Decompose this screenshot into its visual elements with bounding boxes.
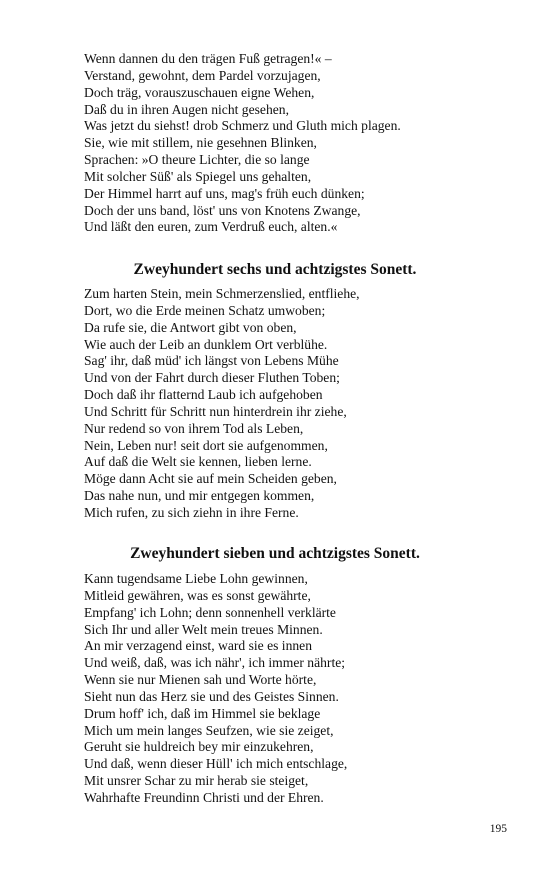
verse-line: Das nahe nun, und mir entgegen kommen, [84,488,315,504]
verse-line: Kann tugendsame Liebe Lohn gewinnen, [84,571,308,586]
verse-line: Wie auch der Leib an dunklem Ort verblühe. [84,336,328,352]
verse-line: Mich um mein langes Seufzen, wie sie zeiget, [84,722,334,738]
verse-line: Doch der uns band, löst' uns von Knotens Zwange, [84,202,361,218]
intro-stanza [84,51,504,236]
verse-line: Mit unsrer Schar zu mir herab sie steiget, [84,773,309,789]
verse-line: Und weiß, daß, was ich nähr', ich immer nährte; [84,655,346,671]
verse-line: An mir verzagend einst, ward sie es innen [84,638,313,654]
verse-line: Und daß, wenn dieser Hüll' ich mich entschlage, [84,756,348,772]
verse-line: Daß du in ihren Augen nicht gesehen, [84,101,289,117]
verse-line: Auf daß die Welt sie kennen, lieben lerne. [84,454,312,470]
page-number: 195 [489,823,507,835]
verse-line: Dort, wo die Erde meinen Schatz umwoben; [84,302,326,318]
verse-line: Da rufe sie, die Antwort gibt von oben, [84,319,297,335]
verse-line: Wenn dannen du den trägen Fuß getragen!« – [84,51,332,66]
verse-line: Und von der Fahrt durch dieser Fluthen Toben; [84,370,340,386]
verse-line: Sprachen: »O theure Lichter, die so lange [84,152,310,168]
sonnet-286-body [84,286,504,522]
sonnet-title: Zweyhundert sieben und achtzigstes Sonett. [130,545,420,562]
verse-line: Mit solcher Süß' als Spiegel uns gehalten, [84,168,312,184]
verse-line: Möge dann Acht sie auf mein Scheiden geben, [84,471,337,487]
verse-line: Sich Ihr und aller Welt mein treues Minnen. [84,621,323,637]
verse-line: Mich rufen, zu sich ziehn in ihre Ferne. [84,504,299,520]
verse-line: Und läßt den euren, zum Verdruß euch, alten.« [84,219,338,235]
verse-line: Und Schritt für Schritt nun hinterdrein ihr ziehe, [84,403,347,419]
verse-line: Zum harten Stein, mein Schmerzenslied, entfliehe, [84,286,360,301]
verse-line: Verstand, gewohnt, dem Pardel vorzujagen, [84,67,321,83]
sonnet-title: Zweyhundert sechs und achtzigstes Sonett. [133,261,417,278]
verse-line: Wahrhafte Freundinn Christi und der Ehren. [84,789,324,805]
verse-line: Wenn sie nur Mienen sah und Worte hörte, [84,672,317,688]
verse-line: Nur redend so von ihrem Tod als Leben, [84,420,304,436]
verse-line: Sie, wie mit stillem, nie gesehnen Blinken, [84,135,317,151]
verse-line: Drum hoff' ich, daß im Himmel sie beklage [84,705,321,721]
verse-line: Was jetzt du siehst! drob Schmerz und Gluth mich plagen. [84,118,401,134]
verse-line: Empfang' ich Lohn; denn sonnenhell verklärte [84,604,336,620]
verse-line: Doch träg, vorauszuschauen eigne Wehen, [84,84,315,100]
verse-line: Geruht sie huldreich bey mir einzukehren, [84,739,314,755]
verse-line: Doch daß ihr flatternd Laub ich aufgehoben [84,387,323,403]
verse-line: Sieht nun das Herz sie und des Geistes Sinnen. [84,688,339,704]
verse-line: Mitleid gewähren, was es sonst gewährte, [84,587,311,603]
sonnet-287-body [84,571,504,807]
verse-line: Der Himmel harrt auf uns, mag's früh euch dünken; [84,185,365,201]
verse-line: Sag' ihr, daß müd' ich längst von Lebens Mühe [84,353,339,369]
verse-line: Nein, Leben nur! seit dort sie aufgenommen, [84,437,328,453]
